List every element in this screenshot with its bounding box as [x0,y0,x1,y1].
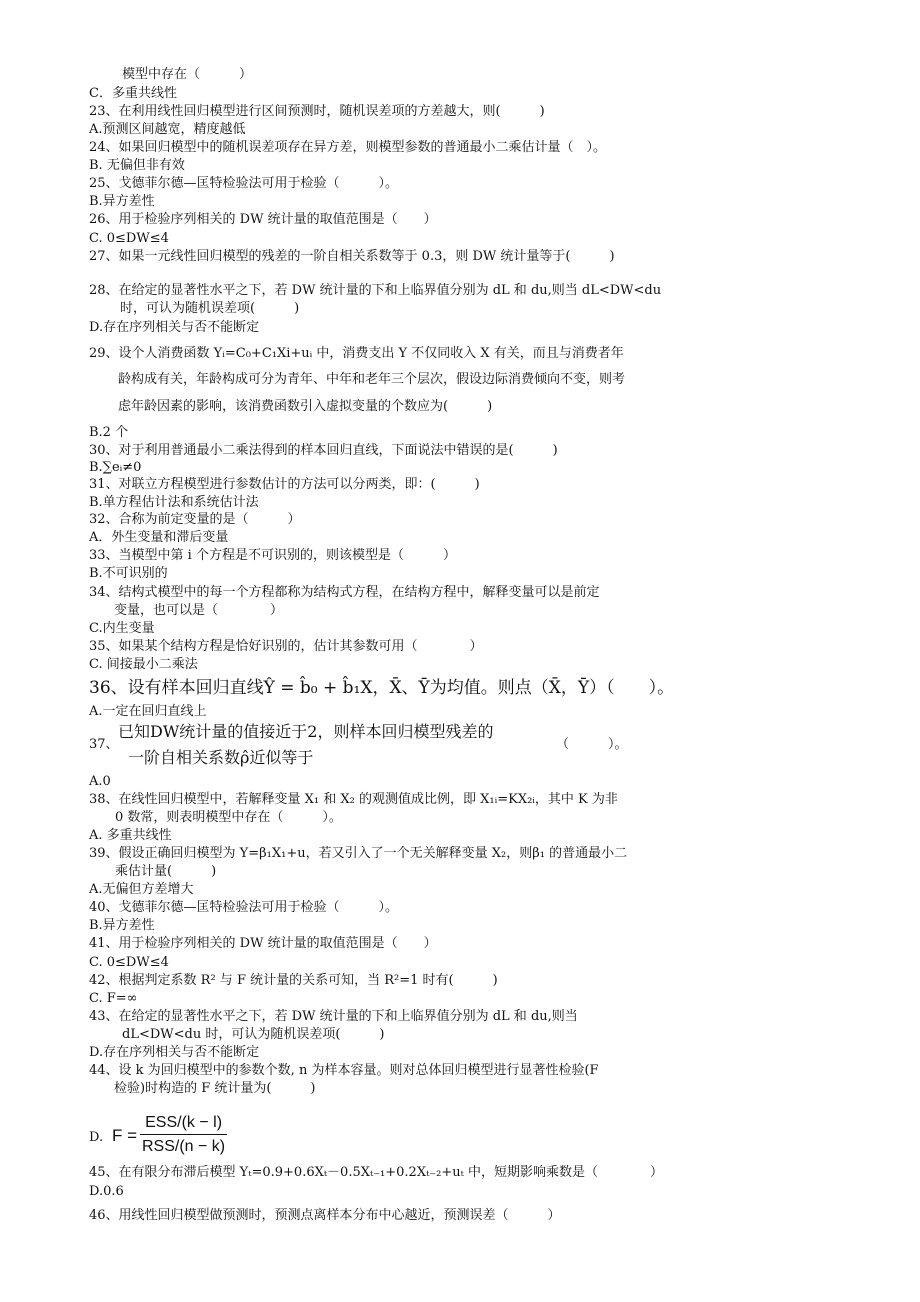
question-number: 37、 [89,737,119,752]
question-line: 38、在线性回归模型中，若解释变量 X₁ 和 X₂ 的观测值成比例，即 X₁ᵢ=KX₂ᵢ，其中 K 为非 [89,792,618,807]
text-line: 乘估计量( ) [115,864,217,879]
question-line: 42、根据判定系数 R² 与 F 统计量的关系可知，当 R²=1 时有( ) [89,973,498,988]
answer-line: D.存在序列相关与否不能断定 [89,1045,260,1060]
answer-line: B.不可识别的 [89,566,168,581]
text-line: 时，可认为随机误差项( ) [120,301,300,316]
question-line: 26、用于检验序列相关的 DW 统计量的取值范围是（ ） [89,212,437,227]
question-line: 39、假设正确回归模型为 Y=β₁X₁+u，若又引入了一个无关解释变量 X₂，则β₁ 的普通最小二 [89,846,628,861]
answer-line: C.内生变量 [89,621,155,636]
answer-line: A.预测区间越宽，精度越低 [89,122,246,137]
answer-line: D.存在序列相关与否不能断定 [89,320,260,335]
question-line: 31、对联立方程模型进行参数估计的方法可以分两类，即：( ) [89,477,480,492]
question-line: 45、在有限分布滞后模型 Yₜ=0.9+0.6Xₜ－0.5Xₜ₋₁+0.2Xₜ₋₂+uₜ 中，短期影响乘数是（ ） [89,1165,663,1180]
question-line: 27、如果一元线性回归模型的残差的一阶自相关系数等于 0.3，则 DW 统计量等于( ) [89,249,615,264]
question-line: 40、戈德菲尔德—匡特检验法可用于检验（ ）。 [89,900,399,915]
answer-line: A.一定在回归直线上 [89,704,207,719]
answer-line: A. 多重共线性 [89,828,172,843]
answer-line: B.∑eᵢ≠0 [89,460,142,475]
question-line: 30、对于利用普通最小二乘法得到的样本回归直线，下面说法中错误的是( ) [89,443,558,458]
answer-line: B.2 个 [89,425,129,440]
answer-line: C. 0≤DW≤4 [89,231,169,246]
question-line: 28、在给定的显著性水平之下，若 DW 统计量的下和上临界值分别为 dL 和 du,则当 dL<DW<du [89,283,662,298]
question-line: 41、用于检验序列相关的 DW 统计量的取值范围是（ ） [89,936,437,951]
text-line: 模型中存在（ ） [122,67,253,82]
formula-line: 已知DW统计量的值接近于2，则样本回归模型残差的 [118,722,494,741]
f-statistic-fraction [140,1114,227,1156]
fraction-numerator: ESS/(k − l) [140,1114,227,1135]
text-line: 0 数常，则表明模型中存在（ ）。 [115,810,342,825]
answer-line: C. 0≤DW≤4 [89,955,169,970]
question-line: 35、如果某个结构方程是恰好识别的，估计其参数可用（ ） [89,639,483,654]
text-line: 龄构成有关，年龄构成可分为青年、中年和老年三个层次，假设边际消费倾向不变，则考 [118,372,626,387]
question-line: 25、戈德菲尔德—匡特检验法可用于检验（ ）。 [89,176,399,191]
answer-line: B.异方差性 [89,918,155,933]
question-line: 36、设有样本回归直线Ŷ = b̂₀ + b̂₁X，X̄、Ȳ为均值。则点（X̄，Ȳ）（ ）。 [89,678,675,698]
answer-line: B.单方程估计法和系统估计法 [89,495,259,510]
question-line: 33、当模型中第 i 个方程是不可识别的，则该模型是（ ） [89,548,456,563]
answer-line: D.0.6 [89,1184,124,1199]
answer-label: D. [89,1130,104,1145]
question-line: 29、设个人消费函数 Yᵢ=C₀+C₁Xi+uᵢ 中，消费支出 Y 不仅同收入 X 有关，而且与消费者年 [89,346,624,361]
text-line: dL<DW<du 时，可认为随机误差项( ) [122,1027,385,1042]
answer-line: C. F=∞ [89,991,138,1006]
answer-line: C．多重共线性 [89,86,177,101]
text-line: 检验)时构造的 F 统计量为( ) [114,1081,316,1096]
question-line: 34、结构式模型中的每一个方程都称为结构式方程，在结构方程中，解释变量可以是前定 [89,585,600,600]
fraction-denominator: RSS/(n − k) [142,1138,226,1155]
formula-line: 一阶自相关系数ρ̂近似等于 [128,748,314,767]
question-line: 24、如果回归模型中的随机误差项存在异方差，则模型参数的普通最小二乘估计量（ ）。 [89,140,607,155]
answer-line: C. 间接最小二乘法 [89,657,198,672]
answer-line: A.无偏但方差增大 [89,882,194,897]
answer-line: B. 无偏但非有效 [89,158,185,173]
question-line: 46、用线性回归模型做预测时，预测点离样本分布中心越近，预测误差（ ） [89,1208,561,1223]
question-line: 43、在给定的显著性水平之下，若 DW 统计量的下和上临界值分别为 dL 和 du,则当 [89,1009,578,1024]
f-equals: F = [112,1126,138,1145]
text-line: 变量，也可以是（ ） [114,603,284,618]
answer-line: A．外生变量和滞后变量 [89,530,229,545]
answer-line: B.异方差性 [89,194,155,209]
text-line: 虑年龄因素的影响，该消费函数引入虚拟变量的个数应为( ) [118,399,493,414]
answer-line: A.0 [89,774,111,789]
blank-paren: （ ）。 [556,737,628,752]
question-line: 23、在利用线性回归模型进行区间预测时，随机误差项的方差越大，则( ) [89,104,545,119]
question-line: 32、合称为前定变量的是（ ） [89,512,301,527]
question-line: 44、设 k 为回归模型中的参数个数, n 为样本容量。则对总体回归模型进行显著性检验(F [89,1063,599,1078]
